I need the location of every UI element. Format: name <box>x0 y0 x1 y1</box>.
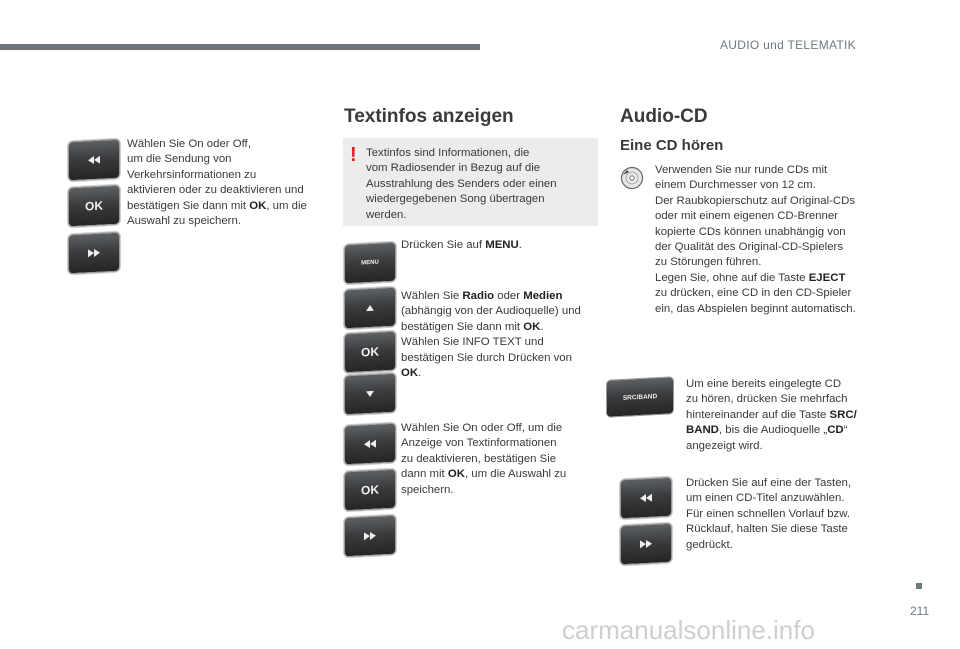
fast-forward-button[interactable] <box>68 232 120 275</box>
rewind-icon <box>88 156 100 165</box>
rewind-button[interactable] <box>68 139 120 182</box>
audiocd-subtitle: Eine CD hören <box>620 137 724 154</box>
fast-forward-icon <box>640 540 652 549</box>
rewind-icon <box>364 440 376 449</box>
textinfo-toggle-step-text: Wählen Sie On oder Off, um die Anzeige von Textinformationen zu deaktivieren, bestätigen Sie dann mit OK, um die Auswahl zu speichern. <box>401 422 567 496</box>
rewind-button[interactable] <box>620 477 672 520</box>
section-header: AUDIO und TELEMATIK <box>720 38 856 52</box>
traffic-info-text: Wählen Sie On oder Off, um die Sendung von Verkehrsinformationen zu aktivieren oder zu deaktivieren und bestätigen Sie dann mit OK, um die Auswahl zu speichern. <box>127 138 307 228</box>
src-band-button[interactable]: SRC/BAND <box>606 376 674 418</box>
rewind-button[interactable] <box>344 423 396 466</box>
audiocd-title: Audio-CD <box>620 106 708 127</box>
menu-step-text: Drücken Sie auf MENU. <box>401 239 522 251</box>
menu-button[interactable]: MENU <box>344 242 396 285</box>
fast-forward-button[interactable] <box>344 515 396 558</box>
fast-forward-icon <box>364 532 376 541</box>
rewind-icon <box>640 494 652 503</box>
cd-usage-text: Verwenden Sie nur runde CDs mit einem Durchmesser von 12 cm. Der Raubkopierschutz auf Original-CDs oder mit einem eigenen CD-Brenner kopierte CDs können unabhängig von der Qualität des Original-CD-Spielers zu Störungen führen. Legen Sie, ohne auf die Taste EJECT zu drücken, eine CD in den CD-Spieler ein, das Abspielen beginnt automatisch. <box>655 164 856 315</box>
fast-forward-button[interactable] <box>620 523 672 566</box>
track-select-text: Drücken Sie auf eine der Tasten, um einen CD-Titel anzuwählen. Für einen schnellen Vorlauf bzw. Rücklauf, halten Sie diese Taste gedrückt. <box>686 477 852 551</box>
src-band-step-text: Um eine bereits eingelegte CD zu hören, drücken Sie mehrfach hintereinander auf die Taste SRC/ BAND, bis die Audioquelle „CD“ angezeigt wird. <box>686 378 857 452</box>
page-number: 211 <box>910 604 930 618</box>
ok-button[interactable]: OK <box>68 185 120 228</box>
up-arrow-icon <box>366 305 374 311</box>
up-button[interactable] <box>344 287 396 330</box>
textinfo-note-text: Textinfos sind Informationen, die vom Radiosender in Bezug auf die Ausstrahlung des Senders oder einen wiedergegebenen Song übertragen werden. <box>366 147 557 221</box>
ok-button[interactable]: OK <box>344 469 396 512</box>
textinfos-title: Textinfos anzeigen <box>344 106 514 127</box>
header-bar <box>0 44 480 50</box>
watermark: carmanualsonline.info <box>562 615 815 645</box>
fast-forward-icon <box>88 249 100 258</box>
select-radio-step-text: Wählen Sie Radio oder Medien (abhängig von der Audioquelle) und bestätigen Sie dann mit OK. Wählen Sie INFO TEXT und bestätigen Sie durch Drücken von OK. <box>401 290 581 380</box>
down-button[interactable] <box>344 373 396 416</box>
warning-mark: ! <box>350 144 357 166</box>
cd-icon <box>620 166 644 190</box>
down-arrow-icon <box>366 391 374 397</box>
page-bullet <box>916 583 922 589</box>
ok-button[interactable]: OK <box>344 331 396 374</box>
